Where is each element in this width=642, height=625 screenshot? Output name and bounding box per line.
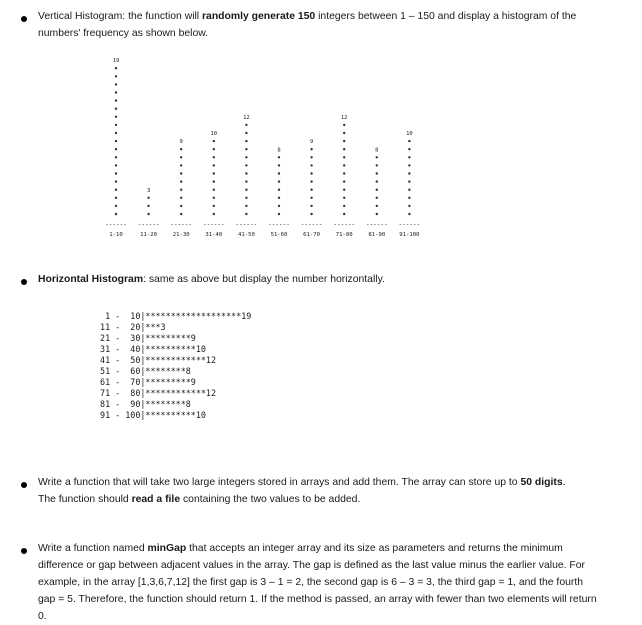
histogram-dot xyxy=(245,172,247,174)
horizontal-title-rest: : same as above but display the number horizontally. xyxy=(143,274,385,285)
histogram-row: 91 - 100|**********10 xyxy=(95,410,206,420)
histogram-dot xyxy=(408,180,410,182)
histogram-column xyxy=(268,147,290,238)
min-gap-bold: minGap xyxy=(147,543,187,554)
histogram-dot xyxy=(408,140,410,142)
histogram-dot xyxy=(408,172,410,174)
category-label: 81-90 xyxy=(368,232,386,238)
histogram-dot xyxy=(343,140,345,142)
histogram-dot xyxy=(180,180,182,182)
histogram-dot xyxy=(213,164,215,166)
count-label: 8 xyxy=(277,147,281,154)
histogram-dot xyxy=(245,213,247,215)
histogram-dot xyxy=(115,140,117,142)
histogram-dot xyxy=(343,148,345,150)
bullet-1 xyxy=(21,16,27,22)
histogram-row: 1 - 10|*******************19 xyxy=(95,311,252,321)
histogram-dot xyxy=(147,205,149,207)
histogram-dot xyxy=(213,213,215,215)
histogram-dot xyxy=(278,172,280,174)
bullet-3 xyxy=(21,482,27,488)
histogram-column xyxy=(366,147,388,238)
large-int-text-1: Write a function that will take two large integers stored in arrays and add them. The array can store up to xyxy=(38,477,521,488)
min-gap-text-2: that accepts an integer array and its size as parameters and returns the minimum difference or gap between adjacent values in the array. The gap is defined as the last value minus the earlier value. For example, in the array [1,3,6,7,12] the first gap is 3 – 1 = 2, the second gap is 6 – 3 = 3, the third gap = 1, and the fourth gap = 5. Therefore, the function should return 1. If the method is passed, an array with fewer than two elements will return 0. xyxy=(38,543,597,622)
histogram-dot xyxy=(408,205,410,207)
count-label: 10 xyxy=(406,131,413,138)
histogram-row: 41 - 50|************12 xyxy=(95,355,217,365)
histogram-dot xyxy=(376,213,378,215)
histogram-dot xyxy=(278,189,280,191)
histogram-dot xyxy=(115,132,117,134)
separator-line: ------ xyxy=(235,221,258,228)
histogram-dot xyxy=(180,172,182,174)
histogram-dot xyxy=(278,156,280,158)
category-label: 41-50 xyxy=(237,232,255,238)
histogram-dot xyxy=(343,213,345,215)
histogram-row: 21 - 30|*********9 xyxy=(95,333,196,343)
histogram-dot xyxy=(245,164,247,166)
large-int-bold-1: 50 digits xyxy=(520,477,563,488)
histogram-row: 31 - 40|**********10 xyxy=(95,344,206,354)
histogram-dot xyxy=(310,213,312,215)
category-label: 71-80 xyxy=(335,232,353,238)
category-label: 11-20 xyxy=(140,232,158,238)
histogram-dot xyxy=(180,148,182,150)
vertical-intro-lead: Vertical Histogram: the function will xyxy=(38,11,203,22)
histogram-column xyxy=(399,131,421,238)
histogram-dot xyxy=(115,156,117,158)
separator-line: ------ xyxy=(268,221,290,228)
histogram-dot xyxy=(343,197,345,199)
histogram-dot xyxy=(278,164,280,166)
histogram-dot xyxy=(343,205,345,207)
histogram-row: 11 - 20|***3 xyxy=(95,322,166,332)
histogram-dot xyxy=(115,205,117,207)
histogram-dot xyxy=(343,132,345,134)
histogram-dot xyxy=(310,205,312,207)
histogram-dot xyxy=(115,148,117,150)
histogram-dot xyxy=(213,148,215,150)
large-int-text-2: . The function should xyxy=(38,477,566,505)
large-int-text-3: containing the two values to be added. xyxy=(180,494,361,505)
vertical-histogram-description xyxy=(38,8,598,42)
histogram-dot xyxy=(376,172,378,174)
min-gap-text-1: Write a function named xyxy=(38,543,148,554)
histogram-dot xyxy=(115,75,117,77)
histogram-dot xyxy=(343,156,345,158)
histogram-dot xyxy=(213,140,215,142)
count-label: 10 xyxy=(210,131,218,138)
category-label: 91-100 xyxy=(399,232,420,238)
histogram-dot xyxy=(213,156,215,158)
histogram-dot xyxy=(180,197,182,199)
histogram-dot xyxy=(245,180,247,182)
separator-line: ------ xyxy=(105,221,127,228)
horizontal-histogram-description xyxy=(38,271,598,288)
histogram-column xyxy=(170,139,192,238)
histogram-dot xyxy=(343,180,345,182)
histogram-dot xyxy=(310,180,312,182)
histogram-dot xyxy=(278,180,280,182)
count-label: 12 xyxy=(243,114,250,121)
histogram-dot xyxy=(213,205,215,207)
histogram-column xyxy=(236,115,258,238)
separator-line: ------ xyxy=(398,221,421,228)
separator-line: ------ xyxy=(365,221,388,228)
histogram-dot xyxy=(245,140,247,142)
bullet-2 xyxy=(21,279,27,285)
histogram-dot xyxy=(115,67,117,69)
histogram-dot xyxy=(408,156,410,158)
min-gap-description xyxy=(38,540,600,625)
count-label: 12 xyxy=(340,114,348,121)
category-label: 31-40 xyxy=(205,232,223,238)
histogram-dot xyxy=(115,164,117,166)
histogram-row: 81 - 90|********8 xyxy=(95,399,191,409)
histogram-dot xyxy=(376,180,378,182)
histogram-dot xyxy=(180,156,182,158)
histogram-dot xyxy=(408,148,410,150)
histogram-dot xyxy=(147,213,149,215)
histogram-dot xyxy=(343,124,345,126)
category-label: 61-70 xyxy=(303,232,321,238)
histogram-dot xyxy=(408,164,410,166)
histogram-dot xyxy=(278,197,280,199)
count-label: 9 xyxy=(179,139,183,146)
histogram-dot xyxy=(180,213,182,215)
histogram-dot xyxy=(213,180,215,182)
histogram-dot xyxy=(408,197,410,199)
large-integer-description xyxy=(38,474,586,508)
histogram-dot xyxy=(147,197,149,199)
histogram-dot xyxy=(245,189,247,191)
histogram-dot xyxy=(408,213,410,215)
histogram-row: 51 - 60|********8 xyxy=(95,366,191,376)
histogram-dot xyxy=(310,197,312,199)
histogram-column xyxy=(105,58,127,238)
histogram-dot xyxy=(115,99,117,101)
separator-line: ------ xyxy=(333,221,356,228)
histogram-column xyxy=(203,131,225,238)
histogram-dot xyxy=(408,189,410,191)
histogram-dot xyxy=(376,197,378,199)
histogram-dot xyxy=(213,172,215,174)
histogram-dot xyxy=(115,108,117,110)
histogram-dot xyxy=(115,213,117,215)
histogram-dot xyxy=(180,189,182,191)
histogram-dot xyxy=(376,164,378,166)
histogram-dot xyxy=(343,172,345,174)
count-label: 8 xyxy=(375,147,379,154)
histogram-dot xyxy=(278,213,280,215)
vertical-histogram-chart xyxy=(96,52,426,244)
separator-line: ------ xyxy=(202,221,225,228)
histogram-dot xyxy=(343,189,345,191)
count-label: 3 xyxy=(146,187,151,194)
histogram-dot xyxy=(245,124,247,126)
histogram-dot xyxy=(245,205,247,207)
count-label: 9 xyxy=(309,139,314,146)
histogram-dot xyxy=(213,189,215,191)
histogram-column xyxy=(301,139,323,238)
histogram-dot xyxy=(245,197,247,199)
histogram-dot xyxy=(115,116,117,118)
histogram-dot xyxy=(343,164,345,166)
vertical-intro-bold: randomly generate 150 xyxy=(202,11,316,22)
large-int-bold-2: read a file xyxy=(131,494,181,505)
histogram-dot xyxy=(245,156,247,158)
histogram-dot xyxy=(245,148,247,150)
bullet-4 xyxy=(21,548,27,554)
histogram-dot xyxy=(115,197,117,199)
histogram-column xyxy=(138,188,160,238)
histogram-dot xyxy=(115,189,117,191)
category-label: 21-30 xyxy=(172,232,190,238)
histogram-dot xyxy=(115,180,117,182)
histogram-dot xyxy=(310,172,312,174)
histogram-dot xyxy=(213,197,215,199)
histogram-dot xyxy=(376,189,378,191)
histogram-dot xyxy=(180,164,182,166)
histogram-dot xyxy=(278,205,280,207)
histogram-dot xyxy=(180,205,182,207)
histogram-dot xyxy=(310,164,312,166)
histogram-row: 71 - 80|************12 xyxy=(95,388,217,398)
histogram-dot xyxy=(115,91,117,93)
count-label: 19 xyxy=(112,58,120,65)
histogram-dot xyxy=(115,124,117,126)
separator-line: ------ xyxy=(300,221,323,228)
histogram-dot xyxy=(376,156,378,158)
separator-line: ------ xyxy=(170,221,193,228)
histogram-dot xyxy=(376,205,378,207)
histogram-column xyxy=(333,115,355,238)
histogram-dot xyxy=(245,132,247,134)
category-label: 1-10 xyxy=(109,232,123,238)
histogram-row: 61 - 70|*********9 xyxy=(95,377,196,387)
histogram-dot xyxy=(115,83,117,85)
histogram-dot xyxy=(310,189,312,191)
histogram-dot xyxy=(310,156,312,158)
histogram-dot xyxy=(115,172,117,174)
vertical-intro-tail: integers between 1 – 150 and display a histogram of the numbers' frequency as shown below. xyxy=(38,11,577,39)
horizontal-title-bold: Horizontal Histogram xyxy=(38,274,144,285)
category-label: 51-60 xyxy=(270,232,288,238)
separator-line: ------ xyxy=(137,221,160,228)
histogram-dot xyxy=(310,148,312,150)
